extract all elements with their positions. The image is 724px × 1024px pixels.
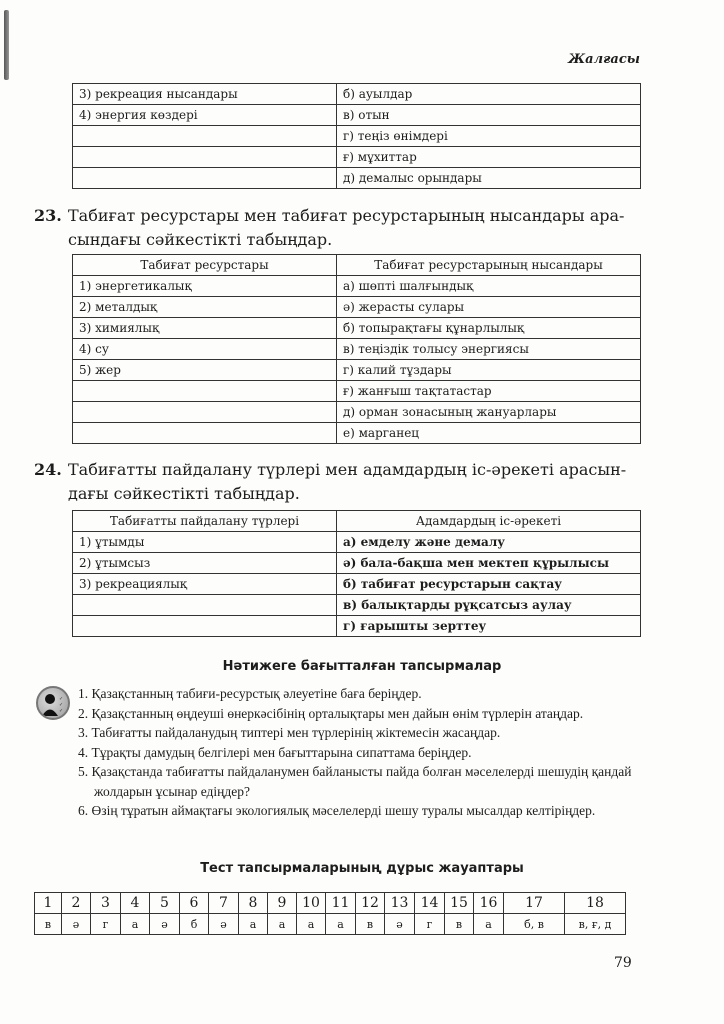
list-item: 5. Қазақстанда табиғатты пайдаланумен байланысты пайда болған мәселелерді шешудің қандай жолдарын ұсынар едіңдер? (78, 764, 632, 799)
table-row (73, 318, 641, 339)
cell: 4 (121, 893, 150, 914)
cell: а) шөпті шалғындық (337, 276, 641, 297)
list-item: 3. Табиғатты пайдаланудың типтері мен түрлерінің жіктемесін жасаңдар. (78, 725, 501, 740)
answers-number-row (35, 893, 626, 914)
cell: ә (62, 914, 91, 935)
cell (73, 381, 337, 402)
table-row (73, 339, 641, 360)
cell: д) орман зонасының жануарлары (337, 402, 641, 423)
cell: а (268, 914, 297, 935)
table-header-row (73, 511, 641, 532)
cell: д) демалыс орындары (337, 168, 641, 189)
cell: г (91, 914, 121, 935)
table-row (73, 84, 641, 105)
results-tasks-title: Нәтижеге бағытталған тапсырмалар (222, 659, 502, 674)
cell: 1) ұтымды (73, 532, 337, 553)
cell: в) балықтарды рұқсатсыз аулау (337, 595, 641, 616)
column-header: Табиғат ресурстары (73, 255, 337, 276)
cell: г) калий тұздары (337, 360, 641, 381)
cell: в) отын (337, 105, 641, 126)
results-tasks-list (78, 684, 648, 821)
cell: а (326, 914, 356, 935)
table-row (73, 423, 641, 444)
table-row (73, 616, 641, 637)
cell: 11 (326, 893, 356, 914)
list-item: 6. Өзің тұратын аймақтағы экологиялық мәселелерді шешу туралы мысалдар келтіріңдер. (78, 803, 596, 818)
task-text: Табиғат ресурстары мен табиғат ресурстарының нысандары ара- (68, 206, 625, 225)
cell: 3) рекреация нысандары (73, 84, 337, 105)
cell: 6 (180, 893, 209, 914)
cell: б, в (504, 914, 565, 935)
table-row (73, 402, 641, 423)
cell: 3) химиялық (73, 318, 337, 339)
cell (73, 423, 337, 444)
table-row (73, 297, 641, 318)
list-item: 1. Қазақстанның табиғи-ресурстық әлеуетіне баға беріңдер. (78, 686, 422, 701)
answers-table (34, 892, 626, 935)
task-text: дағы сәйкестікті табыңдар. (68, 484, 300, 503)
table-24 (72, 510, 641, 637)
cell: а) емделу және демалу (337, 532, 641, 553)
cell: 14 (415, 893, 445, 914)
svg-text:✓: ✓ (59, 702, 64, 708)
cell: в (445, 914, 474, 935)
task-number: 23. (34, 206, 62, 225)
cell: б) ауылдар (337, 84, 641, 105)
cell: 3) рекреациялық (73, 574, 337, 595)
table-row (73, 381, 641, 402)
column-header: Табиғат ресурстарының нысандары (337, 255, 641, 276)
table-row (73, 553, 641, 574)
cell: 9 (268, 893, 297, 914)
list-item: 2. Қазақстанның өңдеуші өнеркәсібінің орталықтары мен дайын өнім түрлерін атаңдар. (78, 705, 584, 721)
cell: 4) энергия көздері (73, 105, 337, 126)
cell: г) теңіз өнімдері (337, 126, 641, 147)
cell: ә (385, 914, 415, 935)
cell: а (474, 914, 504, 935)
cell (73, 126, 337, 147)
cell: в, ғ, д (565, 914, 626, 935)
cell: 1) энергетикалық (73, 276, 337, 297)
cell (73, 616, 337, 637)
table-row (73, 532, 641, 553)
cell: в (356, 914, 385, 935)
table-row (73, 360, 641, 381)
svg-text:✓: ✓ (59, 708, 64, 714)
svg-text:✓: ✓ (59, 696, 64, 702)
continuation-label: Жалғасы (568, 52, 640, 67)
task-text: сындағы сәйкестікті табыңдар. (68, 230, 333, 249)
cell: 5 (150, 893, 180, 914)
cell: ә) бала-бақша мен мектеп құрылысы (337, 553, 641, 574)
cell: а (297, 914, 326, 935)
cell: 5) жер (73, 360, 337, 381)
table-23 (72, 254, 641, 444)
cell: 18 (565, 893, 626, 914)
cell: е) марганец (337, 423, 641, 444)
cell: г (415, 914, 445, 935)
table-row (73, 574, 641, 595)
task-text: Табиғатты пайдалану түрлері мен адамдардың іс-әрекеті арасын- (68, 460, 627, 479)
task-24-prompt (34, 458, 644, 506)
table-row (73, 276, 641, 297)
answers-value-row (35, 914, 626, 935)
cell (73, 168, 337, 189)
list-item: 4. Тұрақты дамудың белгілері мен бағыттарына сипаттама беріңдер. (78, 744, 472, 760)
answers-title: Тест тапсырмаларының дұрыс жауаптары (200, 861, 524, 876)
cell: 17 (504, 893, 565, 914)
cell: 3 (91, 893, 121, 914)
cell: 4) су (73, 339, 337, 360)
cell: в) теңіздік толысу энергиясы (337, 339, 641, 360)
cell: ғ) мұхиттар (337, 147, 641, 168)
table-row (73, 168, 641, 189)
cell: ғ) жанғыш тақтатастар (337, 381, 641, 402)
table-22-continued (72, 83, 641, 189)
cell: 10 (297, 893, 326, 914)
cell (73, 595, 337, 616)
table-row (73, 595, 641, 616)
page-number: 79 (614, 955, 632, 971)
cell: в (35, 914, 62, 935)
cell: ә (150, 914, 180, 935)
cell: ә) жерасты сулары (337, 297, 641, 318)
cell: 15 (445, 893, 474, 914)
cell: 7 (209, 893, 239, 914)
cell: 12 (356, 893, 385, 914)
cell (73, 402, 337, 423)
cell: 2) ұтымсыз (73, 553, 337, 574)
cell: б (180, 914, 209, 935)
cell: 2 (62, 893, 91, 914)
cell: б) топырақтағы құнарлылық (337, 318, 641, 339)
cell: ә (209, 914, 239, 935)
table-row (73, 105, 641, 126)
column-header: Адамдардың іс-әрекеті (337, 511, 641, 532)
page-binding-edge (4, 10, 9, 80)
task-23-prompt (34, 204, 644, 252)
cell: г) ғарышты зерттеу (337, 616, 641, 637)
cell: 8 (239, 893, 268, 914)
table-header-row (73, 255, 641, 276)
table-row (73, 147, 641, 168)
cell: б) табиғат ресурстарын сақтау (337, 574, 641, 595)
cell: а (121, 914, 150, 935)
cell: 13 (385, 893, 415, 914)
table-row (73, 126, 641, 147)
student-avatar-icon (36, 686, 70, 720)
cell: 2) металдық (73, 297, 337, 318)
task-number: 24. (34, 460, 62, 479)
column-header: Табиғатты пайдалану түрлері (73, 511, 337, 532)
cell: 16 (474, 893, 504, 914)
cell (73, 147, 337, 168)
cell: а (239, 914, 268, 935)
cell: 1 (35, 893, 62, 914)
